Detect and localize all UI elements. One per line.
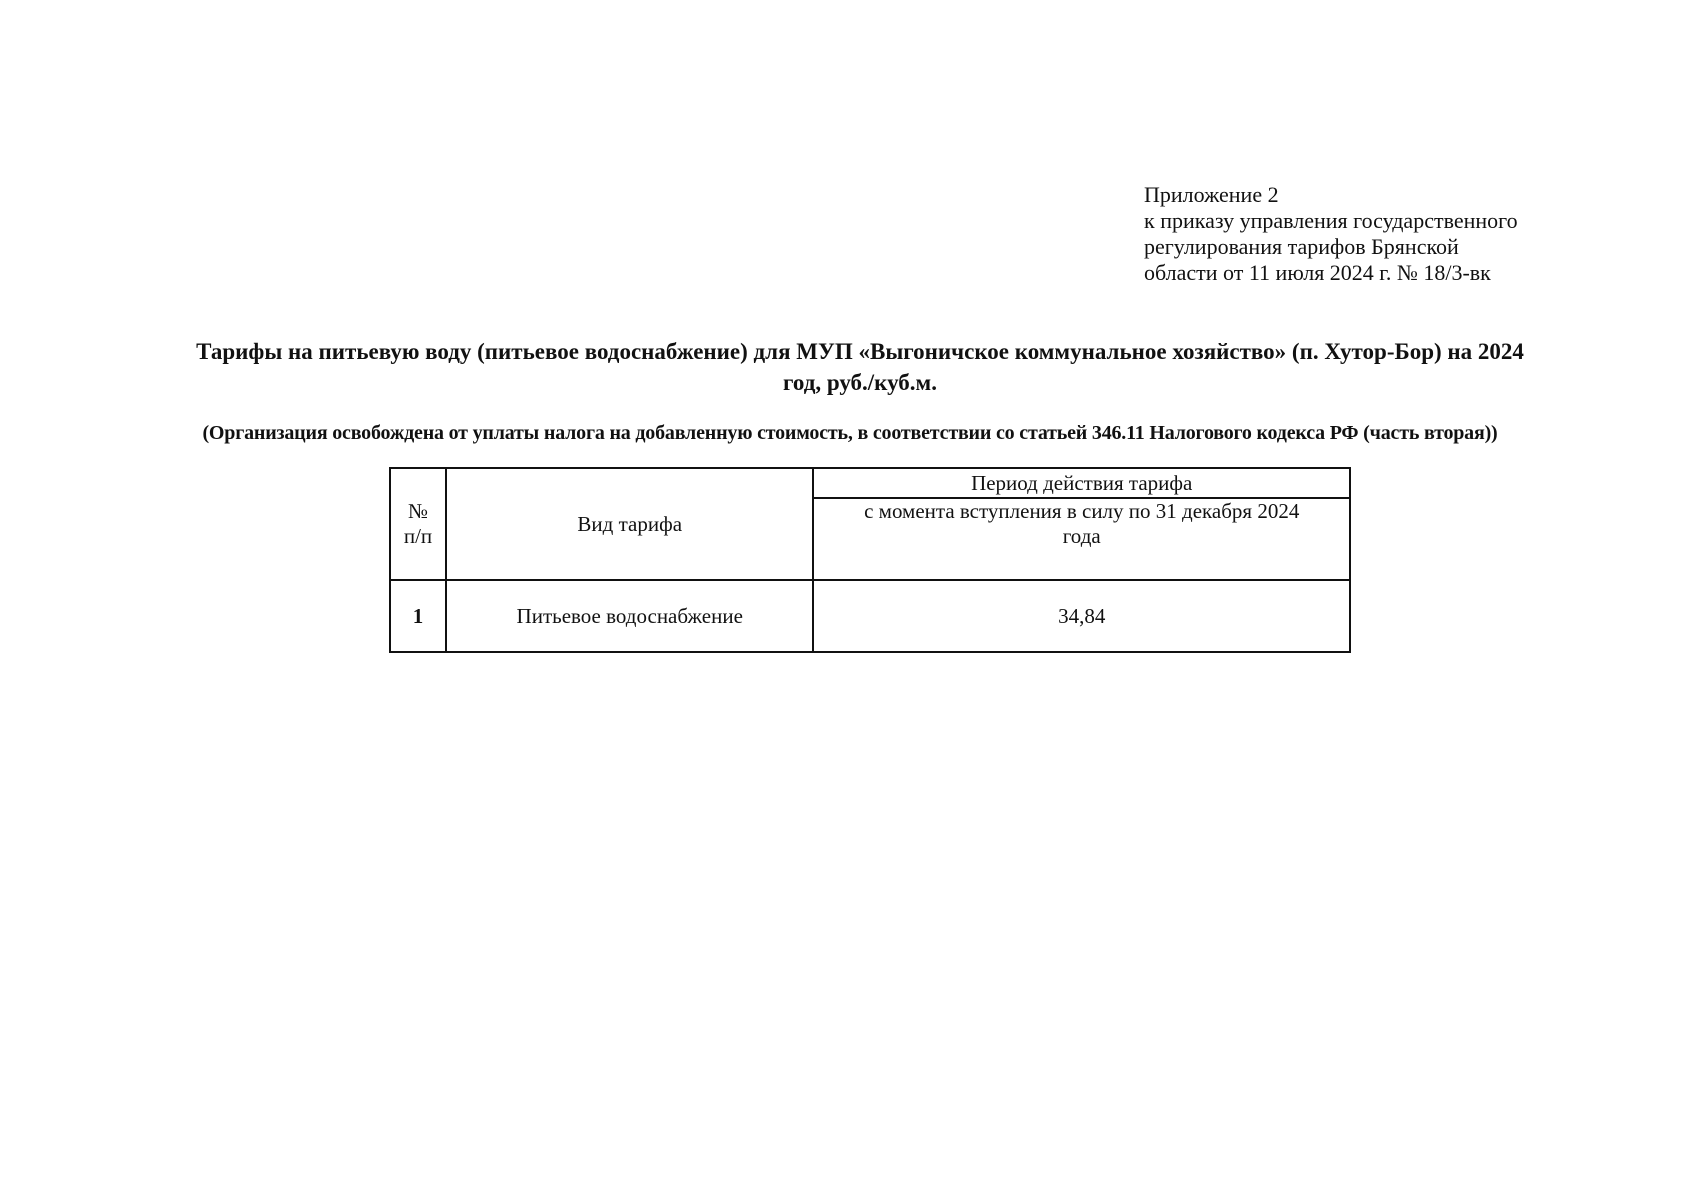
- tariff-table: [389, 467, 1351, 653]
- document-title: [160, 336, 1560, 398]
- appendix-block: [1144, 182, 1564, 286]
- table-header-row: [390, 468, 1350, 498]
- row-tariff-value: 34,84: [813, 580, 1350, 652]
- row-tariff-type: Питьевое водоснабжение: [446, 580, 813, 652]
- appendix-line-2: к приказу управления государственного: [1144, 208, 1518, 233]
- header-number: [390, 468, 446, 580]
- period-range-line-1: с момента вступления в силу по 31 декабря 2024: [864, 499, 1300, 523]
- header-period: Период действия тарифа: [813, 468, 1350, 498]
- appendix-line-3: регулирования тарифов Брянской: [1144, 234, 1459, 259]
- header-number-line-2: п/п: [403, 524, 433, 548]
- vat-note: (Организация освобождена от уплаты налога на добавленную стоимость, в соответствии со статьей 346.11 Налогового кодекса РФ (часть вторая)): [202, 422, 1498, 444]
- title-line-2: год, руб./куб.м.: [783, 370, 937, 395]
- appendix-line-1: Приложение 2: [1144, 182, 1279, 207]
- title-line-1: Тарифы на питьевую воду (питьевое водоснабжение) для МУП «Выгоничское коммунальное хозяйство» (п. Хутор-Бор) на 2024: [196, 339, 1524, 364]
- row-number: 1: [390, 580, 446, 652]
- header-tariff-type: Вид тарифа: [446, 468, 813, 580]
- table-row: [390, 580, 1350, 652]
- header-number-line-1: №: [408, 499, 429, 523]
- period-range-line-2: года: [1062, 524, 1101, 548]
- appendix-line-4: области от 11 июля 2024 г. № 18/3-вк: [1144, 260, 1491, 285]
- header-period-range: [813, 498, 1350, 580]
